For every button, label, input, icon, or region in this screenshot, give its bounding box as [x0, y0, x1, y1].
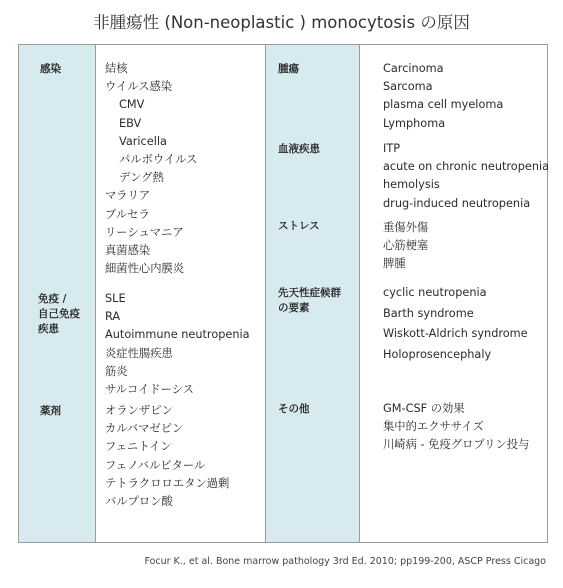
infection-list	[105, 60, 197, 278]
list-item: 脾腫	[383, 257, 406, 271]
category-tumor: 腫瘍	[278, 63, 299, 75]
list-item: EBV	[119, 116, 142, 130]
list-item: オランザピン	[105, 404, 173, 417]
category-blood: 血液疾患	[278, 143, 320, 155]
list-item: Holoprosencephaly	[383, 347, 492, 361]
list-item: Sarcoma	[383, 80, 433, 94]
list-item: リーシュマニア	[105, 225, 184, 239]
category-drugs: 薬剤	[40, 405, 61, 417]
blood-list	[383, 140, 549, 213]
category-congenital	[278, 286, 341, 316]
immune-list	[105, 290, 250, 399]
category-immune-line: 自己免疫	[38, 308, 80, 320]
list-item: 集中的エクササイズ	[383, 420, 484, 434]
list-item: Wiskott-Aldrich syndrome	[383, 327, 528, 340]
category-immune-line: 免疫 /	[38, 293, 67, 305]
category-immune-line: 疾患	[38, 323, 59, 335]
list-item: デング熱	[119, 171, 164, 185]
category-other: その他	[278, 403, 310, 415]
list-item: SLE	[105, 292, 126, 305]
list-item: マラリア	[105, 189, 151, 203]
list-item: Varicella	[119, 134, 167, 148]
category-infection: 感染	[40, 63, 61, 75]
citation: Focur K., et al. Bone marrow pathology 3rd Ed. 2010; pp199-200, ASCP Press Cicago	[144, 556, 546, 567]
list-item: 筋炎	[105, 364, 128, 378]
congenital-list	[383, 283, 528, 365]
category-congenital-line: 先天性症候群	[278, 287, 341, 299]
list-item: 細菌性心内膜炎	[105, 262, 185, 276]
list-item: カルバマゼピン	[105, 422, 184, 436]
list-item: Autoimmune neutropenia	[105, 328, 250, 342]
list-item: Carcinoma	[383, 62, 444, 75]
list-item: Barth syndrome	[383, 306, 474, 320]
list-item: RA	[105, 310, 121, 324]
list-item: ウイルス感染	[105, 80, 173, 94]
page-title: 非腫瘍性 (Non-neoplastic ) monocytosis の原因	[93, 13, 470, 32]
list-item: 重傷外傷	[383, 221, 429, 234]
list-item: drug-induced neutropenia	[383, 196, 531, 210]
list-item: テトラクロロエタン過剰	[105, 476, 230, 490]
list-item: hemolysis	[383, 178, 440, 192]
stress-list	[383, 219, 428, 274]
list-item: 結核	[105, 62, 128, 75]
list-item: ブルセラ	[105, 207, 150, 221]
causes-table	[18, 44, 548, 543]
tumor-list	[383, 60, 503, 133]
list-item: パルボウイルス	[119, 153, 198, 167]
list-item: フェノバルビタール	[105, 458, 206, 472]
other-list	[383, 400, 529, 455]
list-item: cyclic neutropenia	[383, 286, 487, 299]
list-item: GM-CSF の効果	[383, 402, 465, 415]
list-item: 炎症性腸疾患	[105, 346, 173, 360]
list-item: フェニトイン	[105, 440, 172, 454]
drugs-list	[105, 402, 229, 511]
category-stress: ストレス	[278, 220, 320, 232]
list-item: CMV	[119, 98, 145, 112]
list-item: サルコイドーシス	[105, 383, 194, 397]
category-congenital-line: の要素	[278, 302, 310, 314]
list-item: 川崎病 - 免疫グロブリン投与	[383, 438, 530, 452]
list-item: acute on chronic neutropenia	[383, 160, 550, 174]
list-item: 真菌感染	[105, 244, 151, 258]
category-immune	[38, 292, 80, 337]
list-item: Lymphoma	[383, 116, 446, 130]
list-item: バルプロン酸	[105, 495, 173, 509]
list-item: ITP	[383, 142, 401, 155]
list-item: 心筋梗塞	[383, 239, 429, 253]
list-item: plasma cell myeloma	[383, 98, 504, 112]
